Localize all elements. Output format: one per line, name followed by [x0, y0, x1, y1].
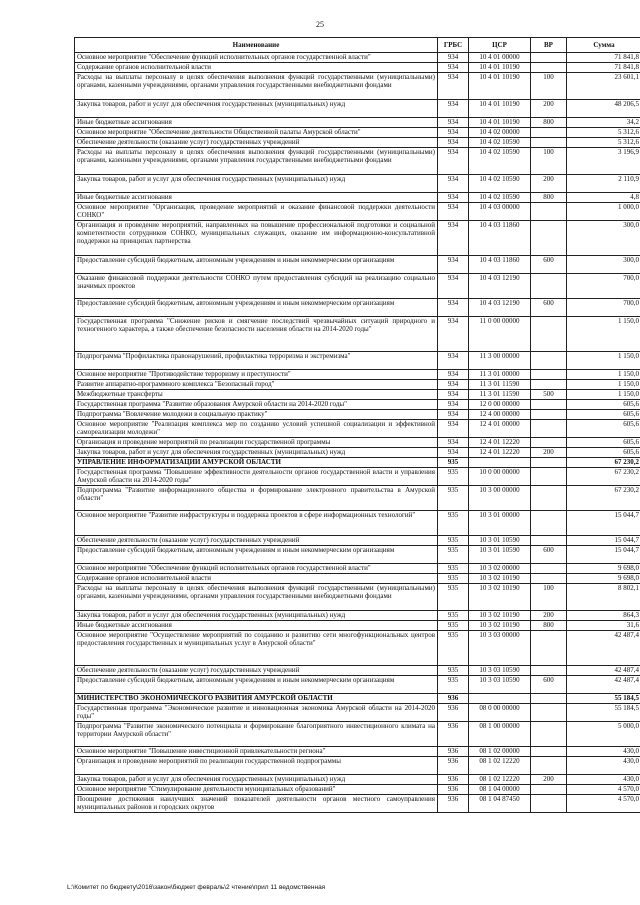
cell-name: Оказание финансовой поддержки деятельности СОНКО путем предоставления субсидий на реализацию социально значимых проектов [75, 274, 438, 299]
cell-grbs: 934 [438, 148, 469, 175]
cell-name: Основное мероприятие "Реализация комплекса мер по созданию условий успешной социализации и эффективной самореализации молодежи" [75, 420, 438, 438]
cell-vr: 200 [531, 775, 567, 785]
cell-sum: 300,0 [567, 256, 640, 274]
cell-sum: 42 487,4 [567, 631, 640, 666]
cell-csr: 10 4 01 10190 [469, 63, 531, 73]
cell-vr [531, 221, 567, 256]
table-row [75, 486, 640, 511]
cell-sum: 430,0 [567, 747, 640, 757]
cell-csr: 10 3 03 10590 [469, 666, 531, 676]
header-sum: Сумма [567, 38, 640, 53]
cell-name: Предоставление субсидий бюджетным, автономным учреждениям и иным некоммерческим организациям [75, 546, 438, 564]
table-row [75, 256, 640, 274]
table-row [75, 100, 640, 118]
cell-vr [531, 53, 567, 63]
cell-name: Обеспечение деятельности (оказание услуг) государственных учреждений [75, 138, 438, 148]
table-row [75, 546, 640, 564]
cell-vr [531, 757, 567, 775]
cell-csr: 10 3 03 00000 [469, 631, 531, 666]
table-row [75, 400, 640, 410]
cell-csr: 10 3 03 10590 [469, 676, 531, 694]
table-row [75, 299, 640, 317]
cell-csr: 10 4 02 00000 [469, 128, 531, 138]
cell-vr [531, 795, 567, 813]
table-row [75, 722, 640, 747]
table-row [75, 148, 640, 175]
table-row [75, 775, 640, 785]
cell-grbs: 935 [438, 666, 469, 676]
cell-sum: 1 150,0 [567, 370, 640, 380]
table-header-row [75, 38, 640, 53]
cell-sum: 700,0 [567, 274, 640, 299]
cell-vr: 600 [531, 676, 567, 694]
cell-name: Расходы на выплаты персоналу в целях обеспечения выполнения функций государственными (муниципальными) органами, казенными учреждениями, органами управления государственными внебюджетными фондами [75, 584, 438, 611]
cell-grbs: 934 [438, 410, 469, 420]
cell-csr: 10 3 01 10590 [469, 546, 531, 564]
cell-grbs: 934 [438, 221, 469, 256]
cell-name: Государственная программа "Снижение рисков и смягчение последствий чрезвычайных ситуаций природного и техногенного характера, а также обеспечение безопасности населения области на 2014-2020 годы" [75, 317, 438, 352]
cell-name: Подпрограмма "Вовлечение молодежи в социальную практику" [75, 410, 438, 420]
header-grbs: ГРБС [438, 38, 469, 53]
cell-csr: 10 4 02 10590 [469, 175, 531, 193]
cell-grbs: 936 [438, 795, 469, 813]
cell-csr: 12 4 01 12220 [469, 438, 531, 448]
cell-sum: 31,6 [567, 621, 640, 631]
cell-grbs: 936 [438, 757, 469, 775]
cell-grbs: 935 [438, 676, 469, 694]
cell-name: Иные бюджетные ассигнования [75, 621, 438, 631]
cell-csr [469, 694, 531, 704]
cell-vr [531, 138, 567, 148]
cell-vr [531, 704, 567, 722]
page-number: 25 [316, 20, 324, 29]
cell-vr: 100 [531, 148, 567, 175]
cell-sum: 42 487,4 [567, 676, 640, 694]
table-row [75, 128, 640, 138]
cell-name: Предоставление субсидий бюджетным, автономным учреждениям и иным некоммерческим организациям [75, 676, 438, 694]
cell-sum: 5 312,6 [567, 128, 640, 138]
cell-vr [531, 486, 567, 511]
cell-grbs: 935 [438, 621, 469, 631]
cell-sum: 5 312,6 [567, 138, 640, 148]
cell-grbs: 934 [438, 448, 469, 458]
table-row [75, 584, 640, 611]
cell-grbs: 935 [438, 574, 469, 584]
cell-sum: 605,6 [567, 400, 640, 410]
cell-sum: 67 230,2 [567, 458, 640, 468]
cell-csr: 08 1 04 00000 [469, 785, 531, 795]
table-row [75, 274, 640, 299]
cell-sum: 2 110,9 [567, 175, 640, 193]
cell-grbs: 934 [438, 128, 469, 138]
table-row [75, 574, 640, 584]
file-path-footer: L:\Комитет по бюджету\2016\закон\бюджет февраль\2 чтение\прил 11 ведомственная [67, 884, 326, 891]
cell-vr [531, 747, 567, 757]
cell-grbs: 935 [438, 468, 469, 486]
cell-name: Иные бюджетные ассигнования [75, 193, 438, 203]
cell-vr [531, 400, 567, 410]
cell-vr: 800 [531, 621, 567, 631]
cell-sum: 430,0 [567, 775, 640, 785]
cell-vr [531, 274, 567, 299]
cell-grbs: 934 [438, 138, 469, 148]
cell-vr [531, 380, 567, 390]
cell-name: Организация и проведение мероприятий, направленных на повышение профессиональной подготовки и социальной компетентности сотрудников СОНКО, муниципальных служащих, оказание им информационно-консультативной поддержки на принципах партнерства [75, 221, 438, 256]
cell-grbs: 934 [438, 352, 469, 370]
cell-name: Предоставление субсидий бюджетным, автономным учреждениям и иным некоммерческим организациям [75, 256, 438, 274]
cell-grbs: 934 [438, 175, 469, 193]
cell-name: Основное мероприятие "Повышение инвестиционной привлекательности региона" [75, 747, 438, 757]
cell-grbs: 935 [438, 564, 469, 574]
cell-vr [531, 574, 567, 584]
cell-name: Закупка товаров, работ и услуг для обеспечения государственных (муниципальных) нужд [75, 611, 438, 621]
table-row [75, 410, 640, 420]
cell-grbs: 934 [438, 193, 469, 203]
cell-csr: 10 3 02 10190 [469, 574, 531, 584]
cell-sum: 1 000,0 [567, 203, 640, 221]
cell-name: Основное мероприятие "Развитие инфраструктуры и поддержка проектов в сфере информационных технологий" [75, 511, 438, 536]
table-row [75, 420, 640, 438]
cell-name: Поощрение достижения наилучших значений показателей деятельности органов местного самоуправления муниципальных районов и городских округов [75, 795, 438, 813]
cell-name: Развитие аппаратно-программного комплекса "Безопасный город" [75, 380, 438, 390]
cell-grbs: 934 [438, 203, 469, 221]
cell-name: Иные бюджетные ассигнования [75, 118, 438, 128]
cell-csr: 10 4 01 00000 [469, 53, 531, 63]
cell-sum: 605,6 [567, 438, 640, 448]
cell-grbs: 935 [438, 631, 469, 666]
table-row [75, 438, 640, 448]
cell-vr: 600 [531, 299, 567, 317]
table-row [75, 175, 640, 193]
cell-vr [531, 785, 567, 795]
cell-csr: 08 1 04 87450 [469, 795, 531, 813]
cell-csr: 10 4 03 11860 [469, 256, 531, 274]
cell-csr: 10 4 02 10590 [469, 193, 531, 203]
cell-sum: 67 230,2 [567, 468, 640, 486]
cell-vr [531, 631, 567, 666]
cell-csr: 08 1 02 00000 [469, 747, 531, 757]
cell-grbs: 936 [438, 775, 469, 785]
cell-name: Государственная программа "Экономическое развитие и инновационная экономика Амурской области на 2014-2020 годы" [75, 704, 438, 722]
cell-sum: 1 150,0 [567, 317, 640, 352]
cell-name: Обеспечение деятельности (оказание услуг) государственных учреждений [75, 666, 438, 676]
header-csr: ЦСР [469, 38, 531, 53]
cell-sum: 9 698,0 [567, 564, 640, 574]
cell-csr: 10 4 03 00000 [469, 203, 531, 221]
cell-grbs: 936 [438, 785, 469, 795]
table-row [75, 73, 640, 100]
cell-grbs: 936 [438, 747, 469, 757]
table-row [75, 785, 640, 795]
cell-csr: 10 0 00 00000 [469, 468, 531, 486]
cell-csr: 11 3 00 00000 [469, 352, 531, 370]
cell-sum: 9 698,0 [567, 574, 640, 584]
cell-name: Основное мероприятие "Противодействие терроризму и преступности" [75, 370, 438, 380]
cell-vr [531, 511, 567, 536]
cell-sum: 48 206,5 [567, 100, 640, 118]
cell-name: Организация и проведение мероприятий по реализации государственной подпрограммы [75, 757, 438, 775]
cell-name: Подпрограмма "Развитие информационного общества и формирование электронного правительства в Амурской области" [75, 486, 438, 511]
cell-grbs: 934 [438, 299, 469, 317]
table-row [75, 317, 640, 352]
table-row [75, 795, 640, 813]
cell-grbs: 935 [438, 486, 469, 511]
cell-name: Организация и проведение мероприятий по реализации государственной программы [75, 438, 438, 448]
cell-vr [531, 666, 567, 676]
cell-csr: 10 4 02 10590 [469, 138, 531, 148]
cell-vr: 200 [531, 100, 567, 118]
cell-vr [531, 438, 567, 448]
cell-csr: 10 3 02 10190 [469, 611, 531, 621]
cell-name: Предоставление субсидий бюджетным, автономным учреждениям и иным некоммерческим организациям [75, 299, 438, 317]
cell-csr: 10 3 00 00000 [469, 486, 531, 511]
cell-csr: 12 4 01 12220 [469, 448, 531, 458]
cell-sum: 23 601,1 [567, 73, 640, 100]
table-row [75, 370, 640, 380]
cell-vr: 600 [531, 546, 567, 564]
cell-sum: 71 841,8 [567, 53, 640, 63]
table-row [75, 53, 640, 63]
cell-csr [469, 458, 531, 468]
table-row [75, 621, 640, 631]
table-row [75, 564, 640, 574]
cell-name: Закупка товаров, работ и услуг для обеспечения государственных (муниципальных) нужд [75, 175, 438, 193]
cell-csr: 10 3 02 10190 [469, 584, 531, 611]
cell-sum: 42 487,4 [567, 666, 640, 676]
cell-grbs: 934 [438, 274, 469, 299]
cell-vr: 100 [531, 73, 567, 100]
cell-grbs: 935 [438, 536, 469, 546]
cell-grbs: 935 [438, 611, 469, 621]
cell-sum: 8 802,1 [567, 584, 640, 611]
cell-name: Основное мероприятие "Обеспечение деятельности Общественной палаты Амурской области" [75, 128, 438, 138]
cell-csr: 12 4 01 00000 [469, 420, 531, 438]
table-row [75, 666, 640, 676]
cell-vr: 200 [531, 448, 567, 458]
table-row [75, 352, 640, 370]
table-row [75, 193, 640, 203]
cell-name: Подпрограмма "Профилактика правонарушений, профилактика терроризма и экстремизма" [75, 352, 438, 370]
cell-sum: 55 184,5 [567, 694, 640, 704]
cell-sum: 1 150,0 [567, 352, 640, 370]
cell-name: Основное мероприятие "Осуществление мероприятий по созданию и развитию сети многофункциональных центров предоставления государственных и муниципальных услуг в Амурской области" [75, 631, 438, 666]
cell-csr: 11 3 01 00000 [469, 370, 531, 380]
cell-csr: 12 0 00 00000 [469, 400, 531, 410]
table-row [75, 631, 640, 666]
cell-name: Основное мероприятие "Обеспечение функций исполнительных органов государственной власти" [75, 53, 438, 63]
cell-csr: 08 1 02 12220 [469, 775, 531, 785]
cell-vr [531, 370, 567, 380]
cell-sum: 300,0 [567, 221, 640, 256]
cell-vr [531, 420, 567, 438]
table-row [75, 458, 640, 468]
cell-grbs: 934 [438, 73, 469, 100]
cell-grbs: 934 [438, 370, 469, 380]
cell-grbs: 934 [438, 380, 469, 390]
cell-grbs: 934 [438, 400, 469, 410]
table-row [75, 63, 640, 73]
table-row [75, 138, 640, 148]
table-row [75, 611, 640, 621]
cell-sum: 1 150,0 [567, 390, 640, 400]
cell-vr [531, 410, 567, 420]
cell-sum: 605,6 [567, 420, 640, 438]
cell-grbs: 934 [438, 390, 469, 400]
cell-name: Закупка товаров, работ и услуг для обеспечения государственных (муниципальных) нужд [75, 448, 438, 458]
cell-csr: 11 3 01 11590 [469, 390, 531, 400]
table-row [75, 380, 640, 390]
cell-sum: 3 196,9 [567, 148, 640, 175]
cell-sum: 4 570,0 [567, 785, 640, 795]
cell-csr: 10 3 01 10590 [469, 536, 531, 546]
cell-vr [531, 722, 567, 747]
cell-name: Основное мероприятие "Организация, проведение мероприятий и оказание финансовой поддержки деятельности СОНКО" [75, 203, 438, 221]
cell-name: Государственная программа "Развитие образования Амурской области на 2014-2020 годы" [75, 400, 438, 410]
cell-name: Обеспечение деятельности (оказание услуг) государственных учреждений [75, 536, 438, 546]
cell-name: Межбюджетные трансферты [75, 390, 438, 400]
table-row [75, 694, 640, 704]
cell-name: Подпрограмма "Развитие экономического потенциала и формирование благоприятного инвестиционного климата на территории Амурской области" [75, 722, 438, 747]
cell-sum: 700,0 [567, 299, 640, 317]
cell-vr [531, 564, 567, 574]
cell-vr [531, 63, 567, 73]
cell-vr [531, 352, 567, 370]
cell-sum: 430,0 [567, 757, 640, 775]
cell-sum: 605,6 [567, 448, 640, 458]
cell-vr: 800 [531, 193, 567, 203]
cell-vr [531, 468, 567, 486]
cell-sum: 1 150,0 [567, 380, 640, 390]
cell-vr: 200 [531, 175, 567, 193]
cell-csr: 10 4 01 10190 [469, 73, 531, 100]
cell-sum: 864,3 [567, 611, 640, 621]
cell-grbs: 934 [438, 256, 469, 274]
cell-grbs: 935 [438, 584, 469, 611]
cell-name: Расходы на выплаты персоналу в целях обеспечения выполнения функций государственными (муниципальными) органами, казенными учреждениями, органами управления государственными внебюджетными фондами [75, 73, 438, 100]
cell-sum: 605,6 [567, 410, 640, 420]
cell-vr [531, 694, 567, 704]
cell-grbs: 934 [438, 100, 469, 118]
cell-grbs: 934 [438, 118, 469, 128]
budget-table [74, 37, 640, 813]
cell-name: МИНИСТЕРСТВО ЭКОНОМИЧЕСКОГО РАЗВИТИЯ АМУРСКОЙ ОБЛАСТИ [75, 694, 438, 704]
cell-vr: 600 [531, 256, 567, 274]
cell-grbs: 935 [438, 511, 469, 536]
cell-name: Закупка товаров, работ и услуг для обеспечения государственных (муниципальных) нужд [75, 100, 438, 118]
cell-vr: 200 [531, 611, 567, 621]
cell-vr [531, 317, 567, 352]
cell-name: Основное мероприятие "Стимулирование деятельности муниципальных образований" [75, 785, 438, 795]
table-row [75, 468, 640, 486]
cell-grbs: 936 [438, 722, 469, 747]
cell-vr [531, 536, 567, 546]
cell-name: УПРАВЛЕНИЕ ИНФОРМАТИЗАЦИИ АМУРСКОЙ ОБЛАСТИ [75, 458, 438, 468]
cell-grbs: 934 [438, 317, 469, 352]
cell-csr: 10 4 03 12190 [469, 274, 531, 299]
cell-vr [531, 203, 567, 221]
cell-csr: 10 3 02 10190 [469, 621, 531, 631]
cell-name: Основное мероприятие "Обеспечение функций исполнительных органов государственной власти" [75, 564, 438, 574]
cell-csr: 08 1 00 00000 [469, 722, 531, 747]
cell-csr: 10 4 01 10190 [469, 100, 531, 118]
cell-grbs: 936 [438, 694, 469, 704]
cell-name: Содержание органов исполнительной власти [75, 574, 438, 584]
cell-csr: 08 1 02 12220 [469, 757, 531, 775]
cell-vr: 800 [531, 118, 567, 128]
cell-name: Расходы на выплаты персоналу в целях обеспечения выполнения функций государственными (муниципальными) органами, казенными учреждениями, органами управления государственными внебюджетными фондами [75, 148, 438, 175]
cell-grbs: 935 [438, 458, 469, 468]
cell-sum: 67 230,2 [567, 486, 640, 511]
cell-grbs: 934 [438, 420, 469, 438]
cell-csr: 11 0 00 00000 [469, 317, 531, 352]
header-vr: ВР [531, 38, 567, 53]
cell-sum: 4 570,0 [567, 795, 640, 813]
cell-grbs: 934 [438, 63, 469, 73]
cell-grbs: 934 [438, 53, 469, 63]
cell-sum: 71 841,8 [567, 63, 640, 73]
cell-sum: 15 044,7 [567, 511, 640, 536]
cell-csr: 10 3 02 00000 [469, 564, 531, 574]
cell-vr [531, 128, 567, 138]
cell-csr: 12 4 00 00000 [469, 410, 531, 420]
table-row [75, 704, 640, 722]
table-row [75, 757, 640, 775]
table-row [75, 118, 640, 128]
cell-sum: 15 044,7 [567, 536, 640, 546]
cell-name: Государственная программа "Повышение эффективности деятельности органов государственной власти и управления Амурской области на 2014-2020 годы" [75, 468, 438, 486]
cell-sum: 5 000,0 [567, 722, 640, 747]
cell-grbs: 934 [438, 438, 469, 448]
cell-sum: 34,2 [567, 118, 640, 128]
cell-csr: 10 4 03 12190 [469, 299, 531, 317]
table-row [75, 511, 640, 536]
cell-csr: 10 4 01 10190 [469, 118, 531, 128]
cell-csr: 10 4 03 11860 [469, 221, 531, 256]
cell-name: Закупка товаров, работ и услуг для обеспечения государственных (муниципальных) нужд [75, 775, 438, 785]
cell-grbs: 935 [438, 546, 469, 564]
table-row [75, 676, 640, 694]
cell-grbs: 936 [438, 704, 469, 722]
cell-sum: 15 044,7 [567, 546, 640, 564]
cell-csr: 11 3 01 11590 [469, 380, 531, 390]
cell-vr: 500 [531, 390, 567, 400]
cell-sum: 55 184,5 [567, 704, 640, 722]
header-name: Наименование [75, 38, 438, 53]
table-row [75, 390, 640, 400]
cell-vr [531, 458, 567, 468]
cell-csr: 10 3 01 00000 [469, 511, 531, 536]
cell-sum: 4,8 [567, 193, 640, 203]
table-row [75, 221, 640, 256]
table-row [75, 203, 640, 221]
cell-name: Содержание органов исполнительной власти [75, 63, 438, 73]
table-row [75, 747, 640, 757]
table-row [75, 536, 640, 546]
table-row [75, 448, 640, 458]
cell-csr: 08 0 00 00000 [469, 704, 531, 722]
cell-vr: 100 [531, 584, 567, 611]
table-body [75, 53, 640, 813]
cell-csr: 10 4 02 10590 [469, 148, 531, 175]
